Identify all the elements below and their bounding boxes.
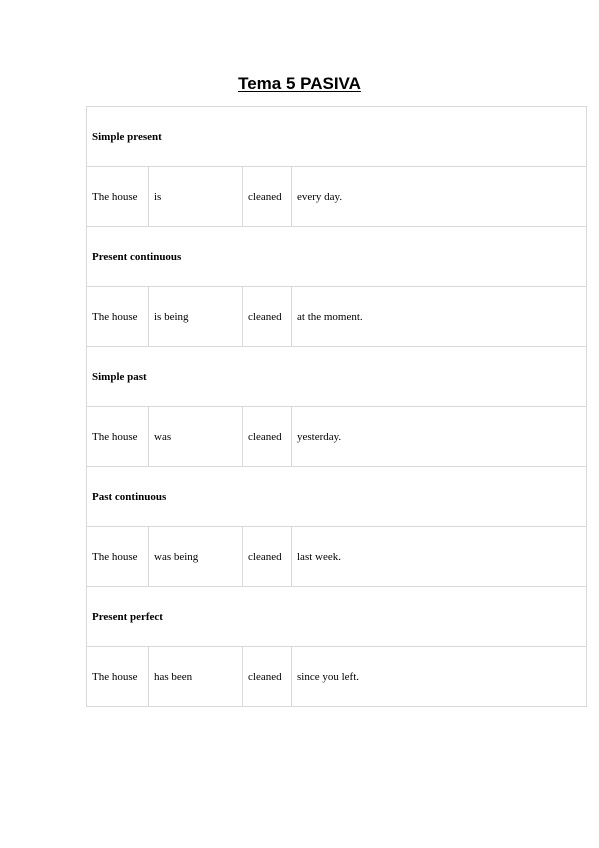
auxiliary-cell: is being (149, 287, 243, 347)
tense-heading-row (87, 347, 587, 407)
page-title: Tema 5 PASIVA (238, 74, 361, 93)
table-row (87, 527, 587, 587)
subject-cell: The house (87, 647, 149, 707)
time-expression-cell: last week. (292, 527, 587, 587)
time-expression-cell: yesterday. (292, 407, 587, 467)
auxiliary-cell: is (149, 167, 243, 227)
time-expression-cell: since you left. (292, 647, 587, 707)
table-row (87, 287, 587, 347)
auxiliary-cell: has been (149, 647, 243, 707)
participle-cell: cleaned (243, 647, 292, 707)
table-row (87, 407, 587, 467)
tense-heading-row (87, 587, 587, 647)
tense-heading: Present continuous (87, 227, 587, 287)
tense-heading-row (87, 107, 587, 167)
table-row (87, 647, 587, 707)
time-expression-cell: at the moment. (292, 287, 587, 347)
tense-heading: Past continuous (87, 467, 587, 527)
participle-cell: cleaned (243, 167, 292, 227)
participle-cell: cleaned (243, 527, 292, 587)
passive-voice-table (86, 106, 587, 707)
tense-heading-row (87, 227, 587, 287)
participle-cell: cleaned (243, 287, 292, 347)
tense-heading: Present perfect (87, 587, 587, 647)
auxiliary-cell: was being (149, 527, 243, 587)
participle-cell: cleaned (243, 407, 292, 467)
subject-cell: The house (87, 407, 149, 467)
tense-heading-row (87, 467, 587, 527)
time-expression-cell: every day. (292, 167, 587, 227)
subject-cell: The house (87, 167, 149, 227)
table-row (87, 167, 587, 227)
subject-cell: The house (87, 287, 149, 347)
tense-heading: Simple present (87, 107, 587, 167)
subject-cell: The house (87, 527, 149, 587)
tense-heading: Simple past (87, 347, 587, 407)
auxiliary-cell: was (149, 407, 243, 467)
